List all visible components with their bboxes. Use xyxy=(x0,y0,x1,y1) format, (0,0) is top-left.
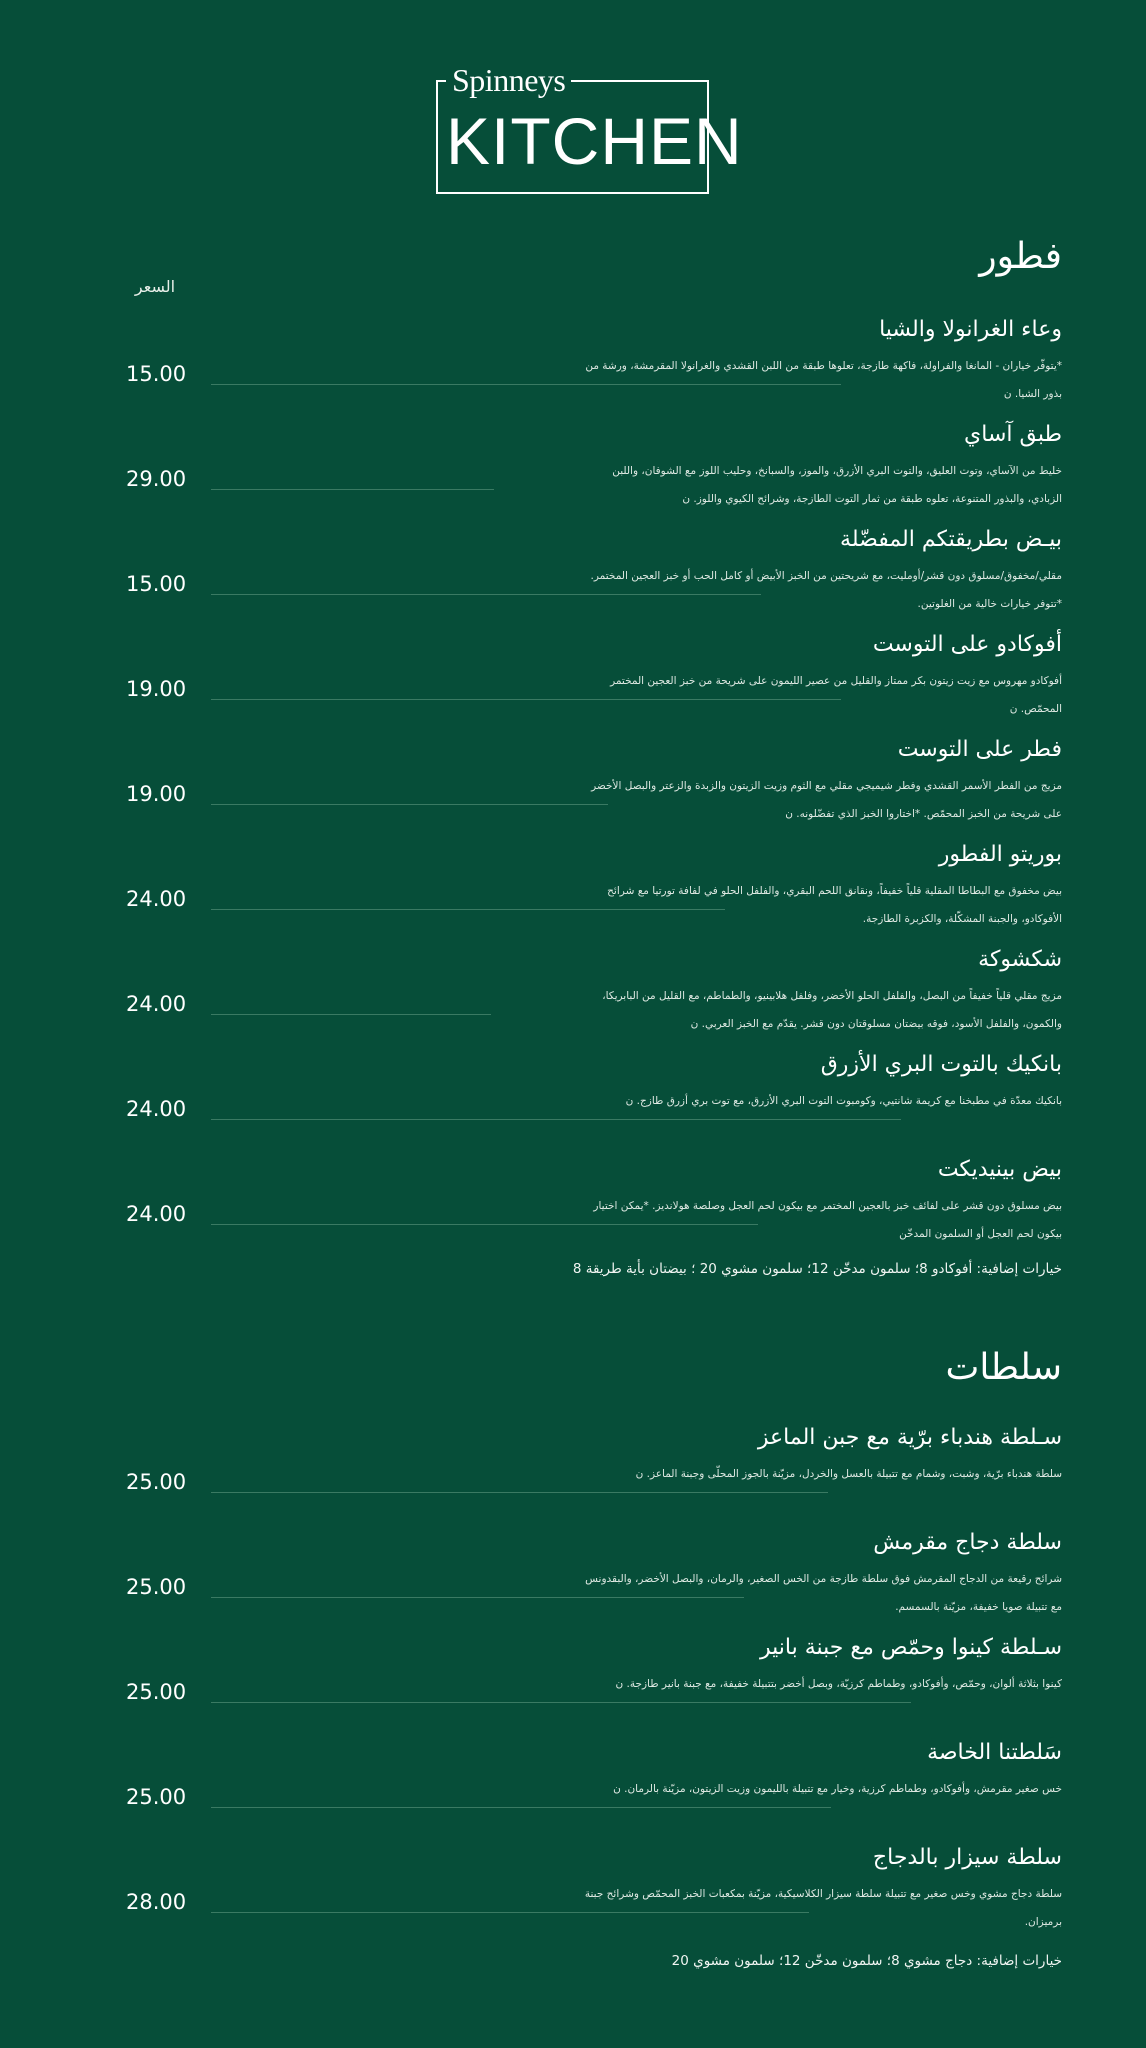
leader-line xyxy=(211,1492,828,1493)
item-price: 19.00 xyxy=(126,677,187,701)
item-description: كينوا بثلاثة ألوان، وحمّص، وأفوكادو، وطماطم كرزيّة، وبصل أخضر بتتبيلة خفيفة، مع جبنة بانير طازجة. ن xyxy=(615,1678,1062,1690)
item-price: 24.00 xyxy=(126,992,187,1016)
leader-line xyxy=(211,1014,491,1015)
item-price: 24.00 xyxy=(126,887,187,911)
item-price: 25.00 xyxy=(126,1575,187,1599)
extras-note: خيارات إضافية: دجاج مشوي 8؛ سلمون مدخّن 12؛ سلمون مشوي 20 xyxy=(671,1953,1062,1969)
menu-item xyxy=(0,944,1146,1048)
leader-line xyxy=(211,1119,901,1120)
item-description: *يتوفّر خياران - المانغا والفراولة، فاكهة طازجة، تعلوها طبقة من اللبن القشدي والغرانولا المقرمشة، ورشة من بذور الشيا. ن xyxy=(585,360,1062,400)
menu-item xyxy=(0,734,1146,838)
menu-item xyxy=(0,1632,1146,1736)
menu-item xyxy=(0,629,1146,733)
leader-line xyxy=(211,1807,831,1808)
leader-line xyxy=(211,1912,809,1913)
menu-item xyxy=(0,1842,1146,1946)
price-column-header: السعر xyxy=(134,277,176,296)
item-name: بيض بينيديكت xyxy=(937,1157,1062,1182)
menu-item xyxy=(0,1737,1146,1841)
item-description: خليط من الآساي، وتوت العليق، والتوت البري الأزرق، والموز، والسبانخ، وحليب اللوز مع الشوفان، واللبن الزبادي، والبذور المتنوعة، تعلوه طبقة من ثمار التوت الطازجة، وشرائح الكيوي واللوز. ن xyxy=(612,465,1062,505)
item-name: سَلطتنا الخاصة xyxy=(927,1740,1062,1765)
item-description: سلطة هندباء برّية، وشبت، وشمام مع تتبيلة بالعسل والخردل، مزيّنة بالجوز المحلّى وجبنة الماعز. ن xyxy=(635,1468,1062,1480)
item-name: سـلطة هندباء برّية مع جبن الماعز xyxy=(757,1425,1062,1450)
item-description: بانكيك معدّة في مطبخنا مع كريمة شانتيي، وكومبوت التوت البري الأزرق، مع توت بري أزرق طازج. ن xyxy=(625,1095,1062,1107)
item-price: 28.00 xyxy=(126,1890,187,1914)
item-description: شرائح رقيعة من الدجاج المقرمش فوق سلطة طازجة من الخس الصغير، والرمان، والبصل الأخضر، والبقدونس مع تتبيلة صويا خفيفة، مزيّنة بالسمسم. xyxy=(585,1573,1062,1613)
item-price: 25.00 xyxy=(126,1680,187,1704)
leader-line xyxy=(211,804,608,805)
item-name: شكشوكة xyxy=(978,947,1062,972)
item-name: سلطة سيزار بالدجاج xyxy=(872,1845,1062,1870)
item-name: بانكيك بالتوت البري الأزرق xyxy=(820,1052,1062,1077)
item-name: طبق آساي xyxy=(964,422,1062,447)
item-name: سـلطة كينوا وحمّص مع جبنة بانير xyxy=(760,1635,1062,1660)
item-description: بيض مسلوق دون قشر على لفائف خبز بالعجين المختمر مع بيكون لحم العجل وصلصة هولانديز. *يمكن اختيار بيكون لحم العجل أو السلمون المدخّن xyxy=(593,1200,1062,1240)
section-title-salads: سلطات xyxy=(945,1347,1062,1388)
menu-item xyxy=(0,1049,1146,1153)
item-price: 25.00 xyxy=(126,1470,187,1494)
menu-item xyxy=(0,839,1146,943)
item-name: وعاء الغرانولا والشيا xyxy=(879,317,1062,342)
section-title-breakfast: فطور xyxy=(979,236,1062,277)
menu-item xyxy=(0,1527,1146,1631)
leader-line xyxy=(211,1224,758,1225)
menu-item xyxy=(0,1422,1146,1526)
leader-line xyxy=(211,1702,911,1703)
menu-item xyxy=(0,314,1146,418)
item-name: أفوكادو على التوست xyxy=(872,632,1062,657)
item-description: بيض مخفوق مع البطاطا المقلية قلياً خفيفاً، ونقانق اللحم البقري، والفلفل الحلو في لفافة تورتيا مع شرائح الأفوكادو، والجبنة المشكّلة، والكزبرة الطازجة. xyxy=(607,885,1062,925)
item-price: 24.00 xyxy=(126,1097,187,1121)
menu-item xyxy=(0,1154,1146,1258)
menu-item xyxy=(0,419,1146,523)
item-name: بيـض بطريقتكم المفضّلة xyxy=(840,527,1062,552)
item-description: سلطة دجاج مشوي وخس صغير مع تتبيلة سلطة سيزار الكلاسيكية، مزيّنة بمكعبات الخبز المحمّص وشرائح جبنة برميزان. xyxy=(584,1888,1062,1928)
item-price: 19.00 xyxy=(126,782,187,806)
item-name: سلطة دجاج مقرمش xyxy=(873,1530,1062,1555)
leader-line xyxy=(211,699,841,700)
item-description: أفوكادو مهروس مع زيت زيتون بكر ممتاز والقليل من عصير الليمون على شريحة من خبز العجين المختمر المحمّص. ن xyxy=(610,675,1062,715)
item-price: 15.00 xyxy=(126,572,187,596)
logo-brand: Spinneys xyxy=(446,60,571,100)
leader-line xyxy=(211,1597,744,1598)
item-price: 29.00 xyxy=(126,467,187,491)
item-description: مقلي/مخفوق/مسلوق دون قشر/أومليت، مع شريحتين من الخبز الأبيض أو كامل الحب أو خبز العجين المختمر. *تتوفر خيارات خالية من الغلوتين. xyxy=(590,570,1062,610)
item-name: فطر على التوست xyxy=(897,737,1062,762)
logo-kitchen: KITCHEN xyxy=(446,104,743,178)
extras-note: خيارات إضافية: أفوكادو 8؛ سلمون مدخّن 12؛ سلمون مشوي 20 ؛ بيضتان بأية طريقة 8 xyxy=(572,1261,1062,1277)
menu-item xyxy=(0,524,1146,628)
item-name: بوريتو الفطور xyxy=(938,842,1062,867)
item-price: 25.00 xyxy=(126,1785,187,1809)
leader-line xyxy=(211,384,841,385)
item-description: خس صغير مقرمش، وأفوكادو، وطماطم كرزية، وخيار مع تتبيلة بالليمون وزيت الزيتون، مزيّنة بالرمان. ن xyxy=(613,1783,1062,1795)
item-price: 15.00 xyxy=(126,362,187,386)
leader-line xyxy=(211,909,725,910)
leader-line xyxy=(211,594,761,595)
item-description: مزيج مقلي قلياً خفيفاً من البصل، والفلفل الحلو الأخضر، وفلفل هلابينيو، والطماطم، مع القليل من البابريكا، والكمون، والفلفل الأسود، فوقه بيضتان مسلوقتان دون قشر. يقدّم مع الخبز العربي. ن xyxy=(602,990,1062,1030)
leader-line xyxy=(211,489,494,490)
item-price: 24.00 xyxy=(126,1202,187,1226)
item-description: مزيج من الفطر الأسمر القشدي وفطر شيميجي مقلي مع الثوم وزيت الزيتون والزبدة والزعتر والبصل الأخضر على شريحة من الخبز المحمّص. *اختاروا الخبز الذي تفضّلونه. ن xyxy=(591,780,1062,820)
